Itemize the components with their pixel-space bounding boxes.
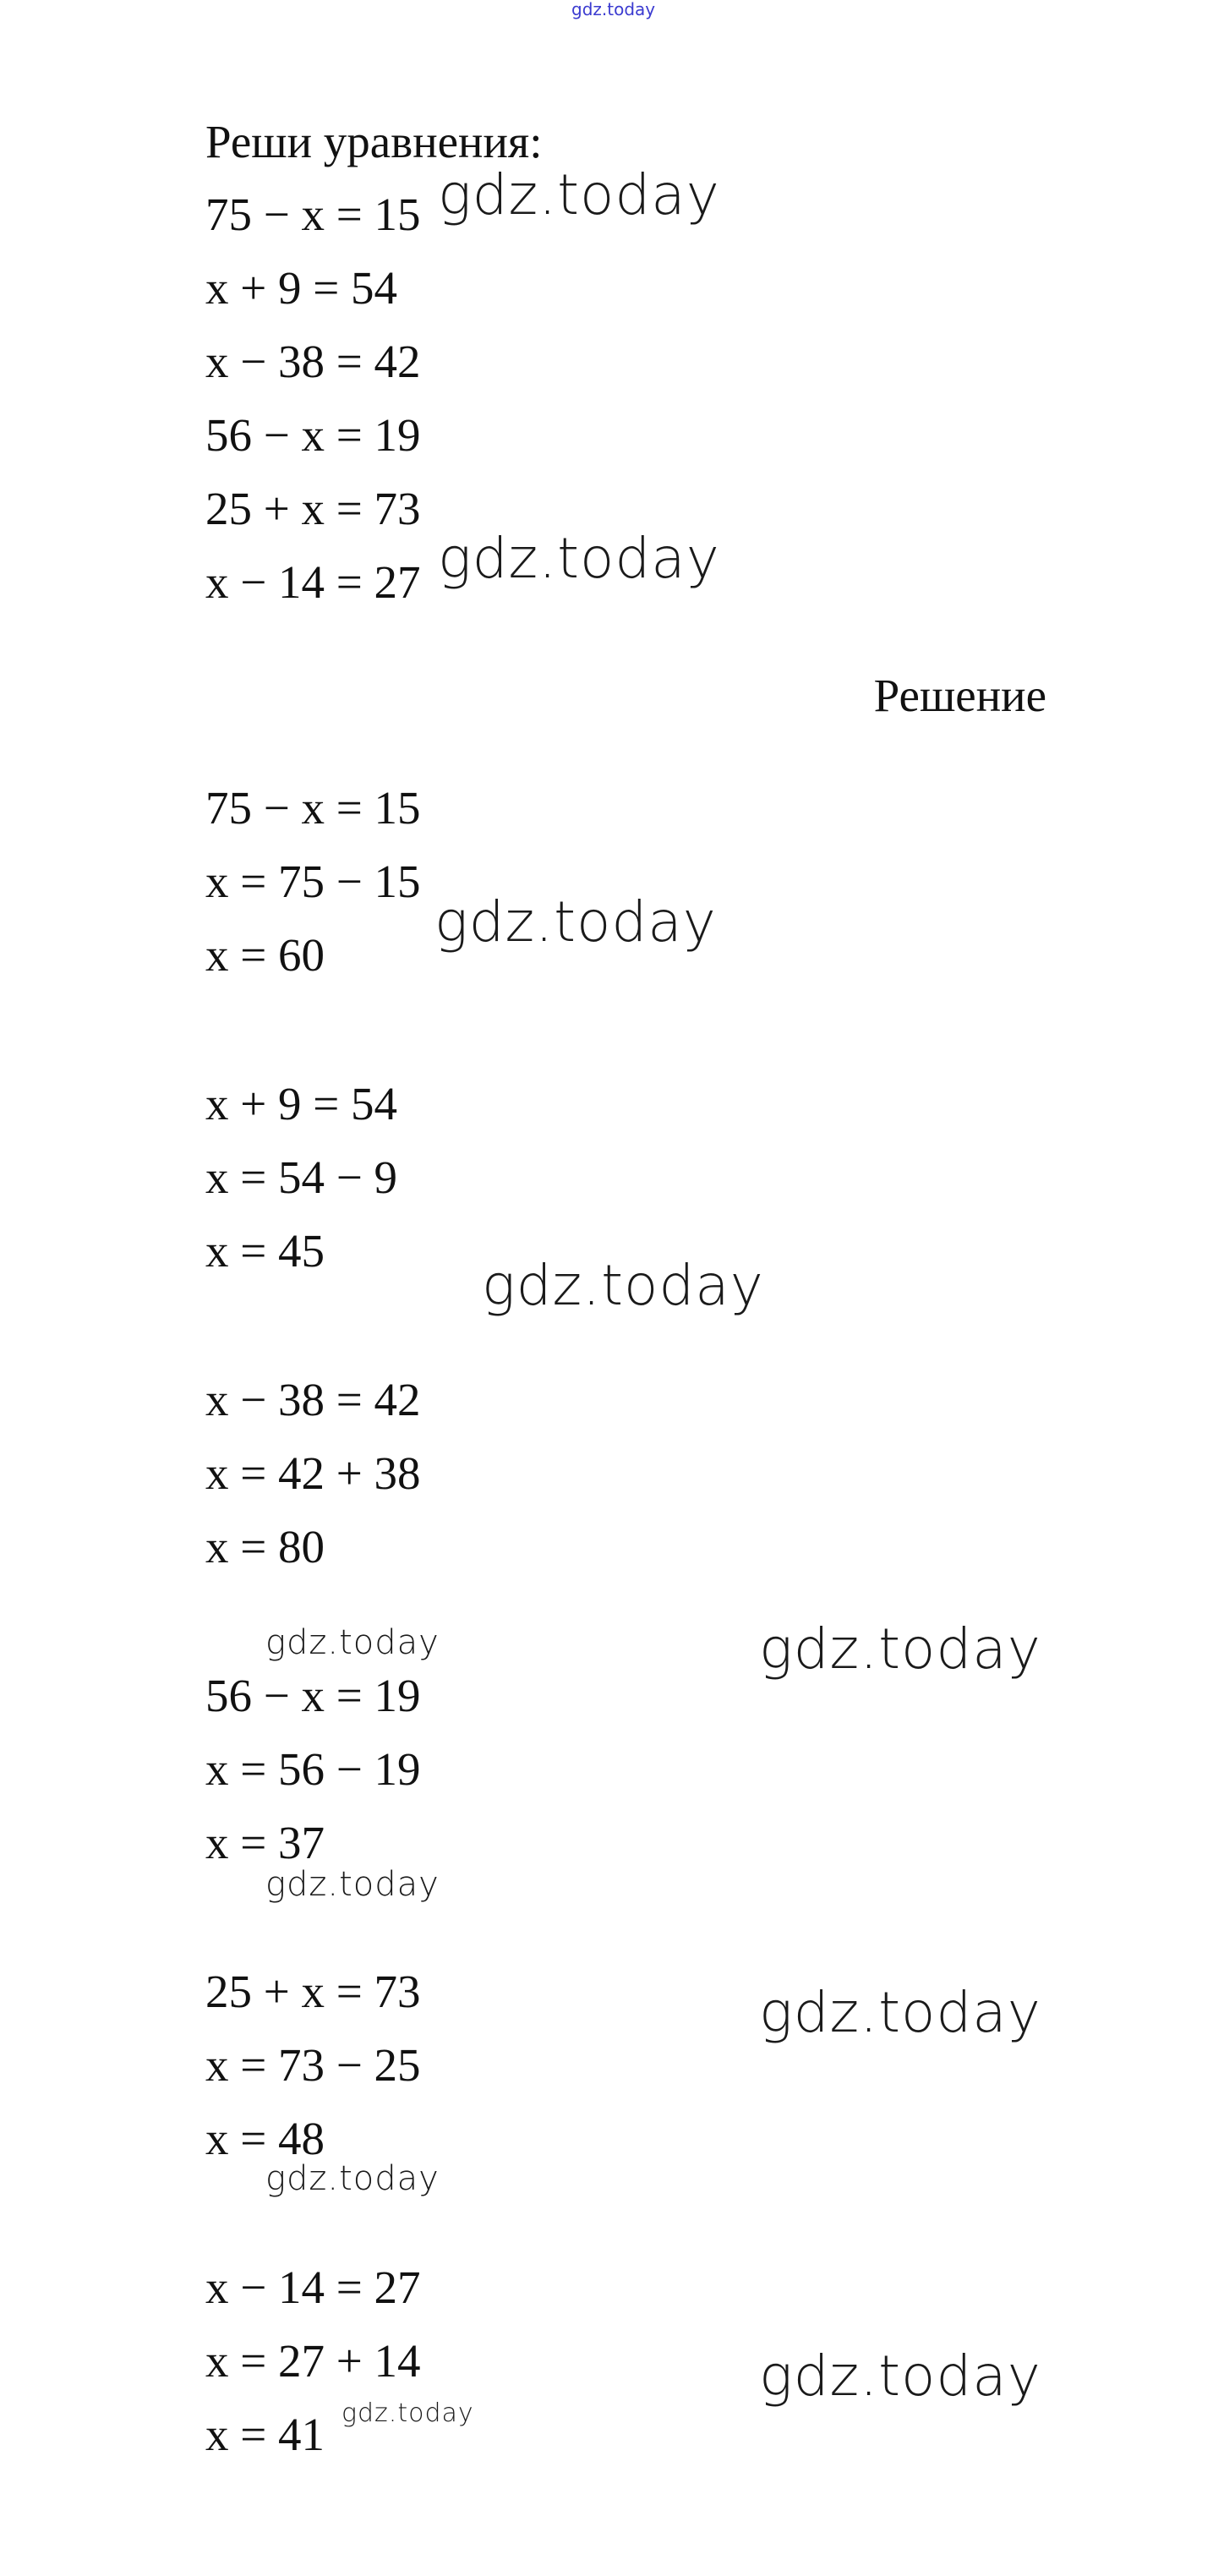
- solution-answer: x = 37: [205, 1817, 325, 1868]
- solution-title: Решение: [873, 670, 1046, 721]
- task-equation: x − 38 = 42: [205, 336, 421, 387]
- task-heading: Реши уравнения:: [205, 116, 543, 167]
- task-equation: 56 − x = 19: [205, 409, 421, 461]
- watermark: gdz.today: [265, 1865, 440, 1904]
- task-equation: x − 14 = 27: [205, 556, 421, 608]
- solution-step: x = 42 + 38: [205, 1447, 421, 1499]
- watermark: gdz.today: [482, 1253, 764, 1318]
- task-equation: 25 + x = 73: [205, 483, 421, 534]
- solution-step: x − 38 = 42: [205, 1374, 421, 1425]
- solution-answer: x = 41: [205, 2409, 325, 2460]
- task-equation: x + 9 = 54: [205, 262, 398, 314]
- watermark: gdz.today: [341, 2398, 474, 2428]
- solution-step: x = 54 − 9: [205, 1151, 398, 1203]
- solution-step: x + 9 = 54: [205, 1078, 398, 1129]
- task-equation: 75 − x = 15: [205, 189, 421, 240]
- solution-step: x = 73 − 25: [205, 2039, 421, 2091]
- solution-answer: x = 48: [205, 2113, 325, 2164]
- solution-step: 25 + x = 73: [205, 1966, 421, 2017]
- solution-answer: x = 60: [205, 929, 325, 981]
- watermark: gdz.today: [438, 526, 720, 591]
- solution-step: 56 − x = 19: [205, 1670, 421, 1721]
- solution-step: 75 − x = 15: [205, 782, 421, 834]
- watermark: gdz.today: [438, 162, 720, 227]
- solution-answer: x = 80: [205, 1521, 325, 1572]
- top-watermark: gdz.today: [571, 0, 656, 19]
- solution-step: x = 56 − 19: [205, 1743, 421, 1795]
- watermark: gdz.today: [759, 1980, 1041, 2045]
- watermark: gdz.today: [434, 889, 717, 954]
- watermark: gdz.today: [265, 1623, 440, 1662]
- solution-step: x = 27 + 14: [205, 2335, 421, 2387]
- watermark: gdz.today: [759, 1616, 1041, 1682]
- solution-step: x = 75 − 15: [205, 856, 421, 907]
- watermark: gdz.today: [759, 2344, 1041, 2409]
- solution-step: x − 14 = 27: [205, 2262, 421, 2313]
- watermark: gdz.today: [265, 2159, 440, 2198]
- solution-answer: x = 45: [205, 1225, 325, 1277]
